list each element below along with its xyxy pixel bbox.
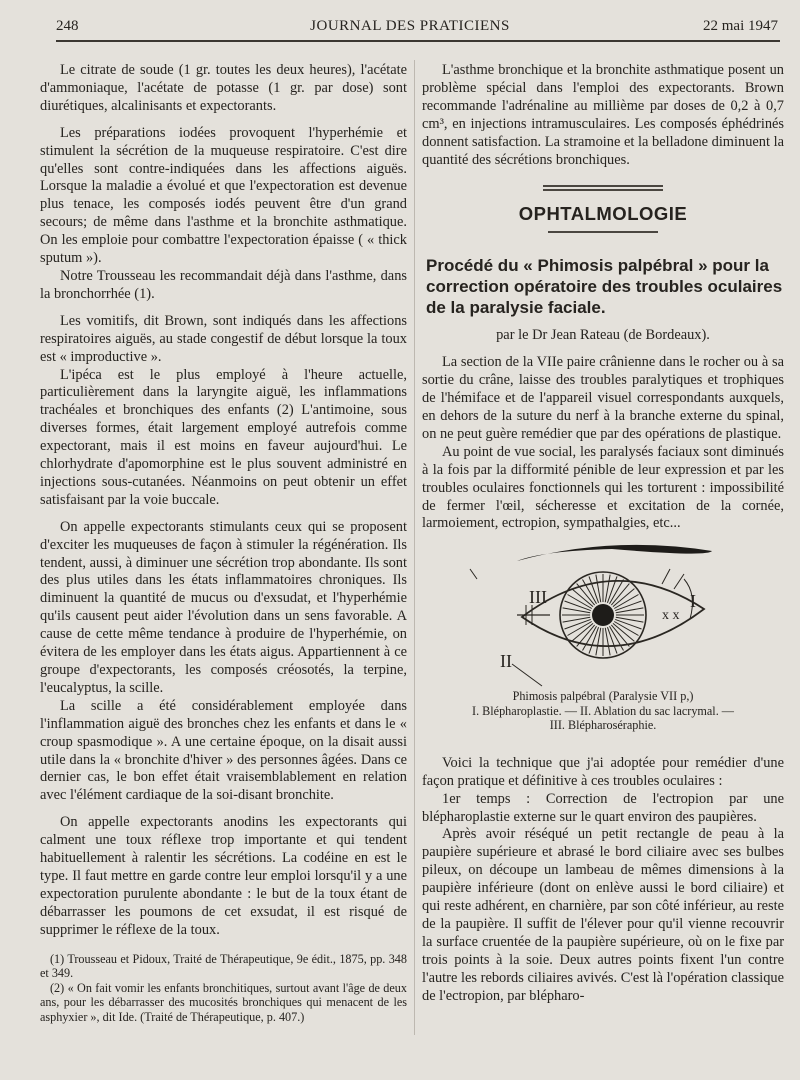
eyebrow-shape	[517, 545, 712, 561]
paragraph: Notre Trousseau les recommandait déjà dans l'asthme, dans la bronchorrhée (1).	[40, 267, 407, 302]
section-heading: OPHTALMOLOGIE	[518, 203, 688, 225]
header-rule	[56, 40, 780, 42]
paragraph: L'ipéca est le plus employé à l'heure actuelle, particulièrement dans la laryngite aiguë, les inflammations trachéales et bronchiques des enfants (2) L'antimoine, sous diverses formes, était largement employé autrefois comme expectorant, mais il est moins en faveur aujourd'hui. Le chlorhydrate d'apomorphine est le plus souvent administré en injections sous-cutanées. Néanmoins on peut obtenir un effet satisfaisant par la voie buccale.	[40, 366, 407, 508]
paragraph: La scille a été considérablement employée dans l'inflammation aiguë des bronches chez les enfants et dans le « croup spasmodique ». A une certaine époque, on la disait aussi utile dans la « bronchite d'hiver » des personnes âgées. Dans ce dernier cas, le bon effet était vraisemblablement en relation avec l'élément cardiaque de la soi-disant bronchite.	[40, 697, 407, 804]
journal-title: JOURNAL DES PRATICIENS	[310, 18, 510, 34]
paragraph: La section de la VIIe paire crânienne dans le rocher ou à sa sortie du crâne, laisse des troubles paralytiques et trophiques de l'hémiface et de l'appareil visuel correspondants auxquels, en dehors de la suture du nerf à la branche externe du spinal, on ne peut guère remédier que par des opérations de plastique.	[422, 354, 784, 442]
paragraph: Les vomitifs, dit Brown, sont indiqués dans les affections respiratoires aiguës, au stade congestif de début lorsque la toux est « improductive ».	[40, 312, 407, 365]
footnote: (1) Trousseau et Pidoux, Traité de Thérapeutique, 9e édit., 1875, pp. 348 et 349.	[40, 951, 407, 981]
caption-line: Phimosis palpébral (Paralysie VII p,)	[512, 689, 694, 704]
paragraph: Après avoir réséqué un petit rectangle de peau à la paupière supérieure et abrasé le bord ciliaire avec ses bulbes pileux, on découpe un lambeau de mêmes dimensions à la paupière inférieure (dont on enlève aussi le bord ciliaire) et qui reste adhérent, en charnière, par son côté inférieur, au reste de la paupière. Il suffit de l'élever pour qu'il vienne recouvrir la surface cruentée de la paupière supérieure, où on le fixe par trois points à la soie. Deux autres points fixent l'un contre l'autre les rebords ciliaires avivés. C'est là l'opération classique de l'ectropion, par blépharo-	[422, 826, 784, 1004]
column-divider	[414, 60, 415, 1035]
paragraph: On appelle expectorants stimulants ceux qui se proposent d'exciter les muqueuses de façon à stimuler la régénération. Ils tendent, aussi, à diminuer une sécrétion trop abondante. Ils sont des plus utiles dans les états inflammatoires chroniques. Ils diminuent la quantité de mucus ou d'exsudat, et l'hyperhémie qu'ils causent peut aider l'évolution dans un sens favorable. A cause de cette même tendance à produire de l'hyperhémie, on évitera de les employer dans les états aigus. Appartiennent à ce groupe d'expectorants, les composés créosotés, la terpine, l'eucalyptus, la scille.	[40, 518, 407, 696]
right-column	[422, 62, 784, 1006]
pupil	[592, 604, 614, 626]
article-byline: par le Dr Jean Rateau (de Bordeaux).	[496, 327, 710, 344]
left-column	[40, 62, 407, 1025]
paragraph: L'asthme bronchique et la bronchite asthmatique posent un problème spécial dans l'emploi des expectorants. Brown recommande l'adrénaline au millième par doses de 0,2 à 0,7 cm³, en injections intramusculaires. Les composés éphédrinés donnent satisfaction. La stramoine et la belladone diminuent la quantité des sécrétions bronchiques.	[422, 62, 784, 168]
paragraph: Le citrate de soude (1 gr. toutes les deux heures), l'acétate d'ammoniaque, l'acétate de potasse (1 gr. par dose) sont diurétiques, alcalinisants et expectorants.	[40, 62, 407, 114]
figure-caption	[422, 689, 784, 733]
caption-line: I. Blépharoplastie. — II. Ablation du sac lacrymal. —	[472, 703, 734, 718]
suture-mark	[662, 569, 670, 584]
eye-diagram-figure	[422, 539, 784, 689]
paragraph: On appelle expectorants anodins les expectorants qui calment une toux réflexe trop importante et qui tendent habituellement à ralentir les sécrétions. La codéine en est le type. Il faut mettre en garde contre leur emploi lorsqu'il y a une expectoration purulente abondante : le but de la toux étant de débarrasser les poumons de cet exsudat, il est risqué de supprimer le réflexe de la toux.	[40, 814, 407, 938]
paragraph: Au point de vue social, les paralysés faciaux sont diminués à la fois par la difformité pénible de leur expression et par les troubles oculaires fonctionnels qui les torturent : impossibilité de fermer l'œil, sécheresse et excitation de la cornée, larmoiement, ectropion, sympathalgies, etc...	[422, 443, 784, 532]
paragraph: Les préparations iodées provoquent l'hyperhémie et stimulent la sécrétion de la muqueuse respiratoire. C'est dire qu'elles sont contre-indiquées dans les affections aiguës. Lorsque la maladie a évolué et que l'expectoration est devenue plus tenace, les composés iodés peuvent être d'un grand secours; de même dans l'asthme et la bronchite asthmatique. On les emploie pour combattre l'expectoration épaisse ( « thick sputum »).	[40, 124, 407, 267]
eye-diagram	[422, 539, 784, 689]
issue-date: 22 mai 1947	[703, 18, 778, 34]
section-separator	[543, 177, 663, 195]
section-underline	[548, 231, 658, 233]
footnotes	[40, 952, 407, 1025]
caption-line: III. Blépharoséraphie.	[549, 718, 657, 733]
paragraph: 1er temps : Correction de l'ectropion par une blépharoplastie externe sur le quart environ des paupières.	[422, 790, 784, 825]
page-header	[42, 16, 778, 38]
article-title: Procédé du « Phimosis palpébral » pour la correction opératoire des troubles oculaires de la paralysie faciale.	[426, 256, 783, 318]
footnote: (2) « On fait vomir les enfants bronchitiques, surtout avant l'âge de deux ans, pour les débarrasser des mucosités bronchiques qui menacent de les asphyxier », dit Ide. (Traité de Thérapeutique, p. 407.)	[40, 980, 407, 1024]
suture-mark	[674, 574, 684, 589]
label-iii: III	[529, 587, 547, 608]
pointer-line	[512, 664, 542, 686]
label-xx: x x	[662, 608, 680, 624]
label-ii: II	[500, 651, 512, 672]
paragraph: Voici la technique que j'ai adoptée pour remédier d'une façon pratique et définitive à ces troubles oculaires :	[422, 754, 784, 789]
page-number: 248	[56, 18, 79, 34]
label-i: I	[690, 591, 696, 612]
tick-mark	[470, 569, 477, 579]
